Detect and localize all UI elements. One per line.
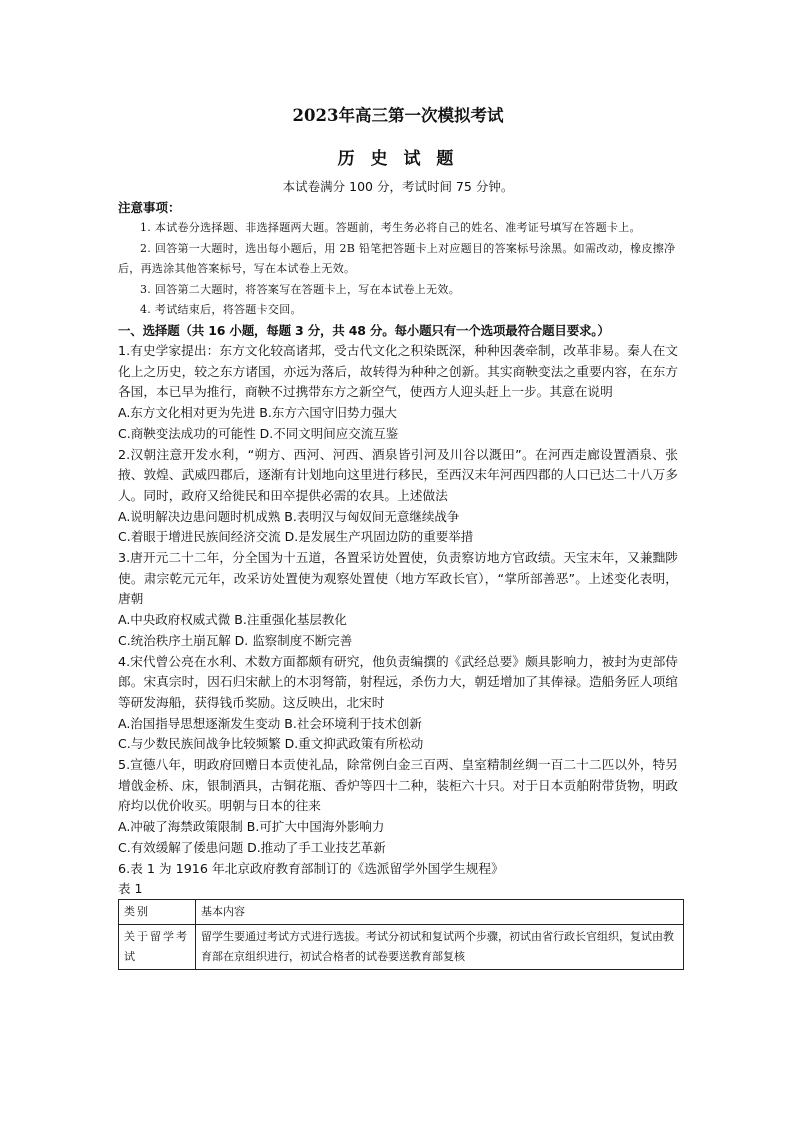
note-item: 2. 回答第一大题时，选出每小题后，用 2B 铅笔把答题卡上对应题目的答案标号涂黑。如需改动，橡皮擦净后，再选涂其他答案标号，写在本试卷上无效。: [118, 241, 676, 275]
question-3-options-cd: C.统治秩序土崩瓦解 D. 监察制度不断完善: [118, 632, 353, 648]
regulation-table: [118, 899, 684, 970]
section-heading: 一、选择题（共 16 小题，每题 3 分，共 48 分。每小题只有一个选项最符合题目要求。）: [118, 322, 610, 338]
question-4-stem: 4.宋代曾公亮在水利、术数方面都颇有研究，他负责编撰的《武经总要》颇具影响力，被封为吏部侍郎。宋真宗时，因石归宋献上的木羽弩箭，射程远，杀伤力大，朝廷增加了其俸禄。造船务匠人项绾等研发海船，获得钱币奖励。这反映出，北宋时: [118, 653, 678, 710]
table-row: [119, 925, 684, 970]
question-3-stem: 3.唐开元二十二年，分全国为十五道，各置采访处置使，负责察访地方官政绩。天宝末年，又兼黜陟使。肃宗乾元元年，改采访处置使为观察处置使（地方军政长官），“掌所部善恶”。上述变化表明，唐朝: [118, 550, 678, 607]
question-2-stem: 2.汉朝注意开发水利，“朔方、西河、河西、酒泉皆引河及川谷以溉田”。在河西走廊设置酒泉、张掖、敦煌、武威四郡后，逐渐有计划地向这里进行移民，至西汉末年河西四郡的人口已达二十八万多人。同时，政府又给徙民和田卒提供必需的农具。上述做法: [118, 446, 678, 503]
table-cell-content: 留学生要通过考试方式进行选拔。考试分初试和复试两个步骤，初试由省行政长官组织，复试由教育部在京组织进行，初试合格者的试卷要送教育部复核: [196, 925, 684, 970]
table-header-cell: 基本内容: [196, 900, 684, 925]
subject-title: 历 史 试 题: [337, 149, 459, 169]
page-content: [118, 104, 678, 970]
question-2-options-ab: A.说明解决边患问题时机成熟 B.表明汉与匈奴间无意继续战争: [118, 508, 460, 524]
note-item: 4. 考试结束后，将答题卡交回。: [140, 303, 302, 316]
question-4-options-ab: A.治国指导思想逐渐发生变动 B.社会环境利于技术创新: [118, 715, 422, 731]
question-2-options-cd: C.着眼于增进民族间经济交流 D.是发展生产巩固边防的重要举措: [118, 529, 474, 545]
table-header-cell: 类别: [119, 900, 196, 925]
question-1-stem: 1.有史学家提出：东方文化较高诸邦，受古代文化之积染既深，种种因袭牵制，改革非易。秦人在文化上之历史，较之东方诸国，亦远为落后，故转得为种种之创新。其实商鞅变法之重要内容，在东方各国，本已早为推行，商鞅不过携带东方之新空气，使西方人迎头赶上一步。其意在说明: [118, 343, 678, 400]
table-cell-category: 关于留学考试: [119, 925, 196, 970]
table-header-row: [119, 900, 684, 925]
question-5-options-cd: C.有效缓解了倭患问题 D.推动了手工业技艺革新: [118, 839, 386, 855]
table-label: 表 1: [118, 881, 143, 897]
question-3-options-ab: A.中央政府权威式微 B.注重强化基层教化: [118, 612, 347, 628]
notes-heading: 注意事项：: [118, 200, 181, 215]
exam-info: 本试卷满分 100 分，考试时间 75 分钟。: [282, 179, 514, 194]
question-5-stem: 5.宣德八年，明政府回赠日本贡使礼品，除常例白金三百两、皇室精制丝绸一百二十二匹以外，特另增戗金桥、床，银制酒具，古铜花瓶、香炉等四十二种，装柜六十只。对于日本贡舶附带货物，明政府均以优价收买。明朝与日本的往来: [118, 757, 678, 814]
note-item: 1. 本试卷分选择题、非选择题两大题。答题前，考生务必将自己的姓名、准考证号填写在答题卡上。: [140, 221, 641, 234]
question-1-options-cd: C.商鞅变法成功的可能性 D.不同文明间应交流互鉴: [118, 425, 399, 441]
exam-title: 2023年高三第一次模拟考试: [292, 106, 504, 125]
note-item: 3. 回答第二大题时，将答案写在答题卡上，写在本试卷上无效。: [140, 282, 460, 296]
question-6-stem: 6.表 1 为 1916 年北京政府教育部制订的《选派留学外国学生规程》: [118, 860, 504, 876]
question-5-options-ab: A.冲破了海禁政策限制 B.可扩大中国海外影响力: [118, 819, 385, 835]
question-1-options-ab: A.东方文化相对更为先进 B.东方六国守旧势力强大: [118, 405, 397, 421]
question-4-options-cd: C.与少数民族间战争比较频繁 D.重文抑武政策有所松动: [118, 736, 424, 752]
